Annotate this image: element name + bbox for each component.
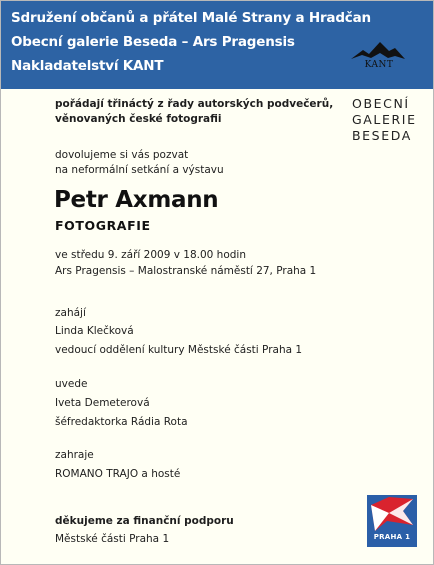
thanks-line-1: děkujeme za finanční podporu [55,515,234,527]
exhibition-subtitle: FOTOGRAFIE [55,218,151,233]
music-performer: ROMANO TRAJO a hosté [55,468,181,480]
invite-line-1: dovolujeme si vás pozvat [55,149,189,161]
host-name: Iveta Demeterová [55,397,150,409]
organizers-header [1,1,433,89]
opening-role: vedoucí oddělení kultury Městské části Praha 1 [55,344,303,356]
invite-line-2: na neformální setkání a výstavu [55,164,224,176]
artist-name: Petr Axmann [54,187,219,213]
thanks-line-2: Městské části Praha 1 [55,533,170,545]
organizer-line-3: Nakladatelství KANT [11,58,164,74]
kant-logo-label: KANT [364,60,394,70]
event-datetime: ve středu 9. září 2009 v 18.00 hodin [55,249,246,261]
praha-1-label: PRAHA 1 [373,533,411,541]
gallery-logo-line-2: GALERIE [352,112,417,127]
gallery-logo-line-1: OBECNÍ [352,96,410,111]
host-role: šéfredaktorka Rádia Rota [55,416,188,428]
music-heading: zahraje [55,449,94,461]
opening-name: Linda Klečková [55,325,134,337]
organizer-line-2: Obecní galerie Beseda – Ars Pragensis [11,34,295,50]
opening-heading: zahájí [55,307,86,319]
intro-line-1: pořádají třináctý z řady autorských podvečerů, [55,98,334,110]
gallery-logo-line-3: BESEDA [352,128,412,143]
host-heading: uvede [55,378,88,390]
organizer-line-1: Sdružení občanů a přátel Malé Strany a Hradčan [11,10,371,26]
gallery-logo [352,96,418,144]
intro-line-2: věnovaných české fotografii [55,113,222,125]
event-venue: Ars Pragensis – Malostranské náměstí 27, Praha 1 [55,265,317,277]
